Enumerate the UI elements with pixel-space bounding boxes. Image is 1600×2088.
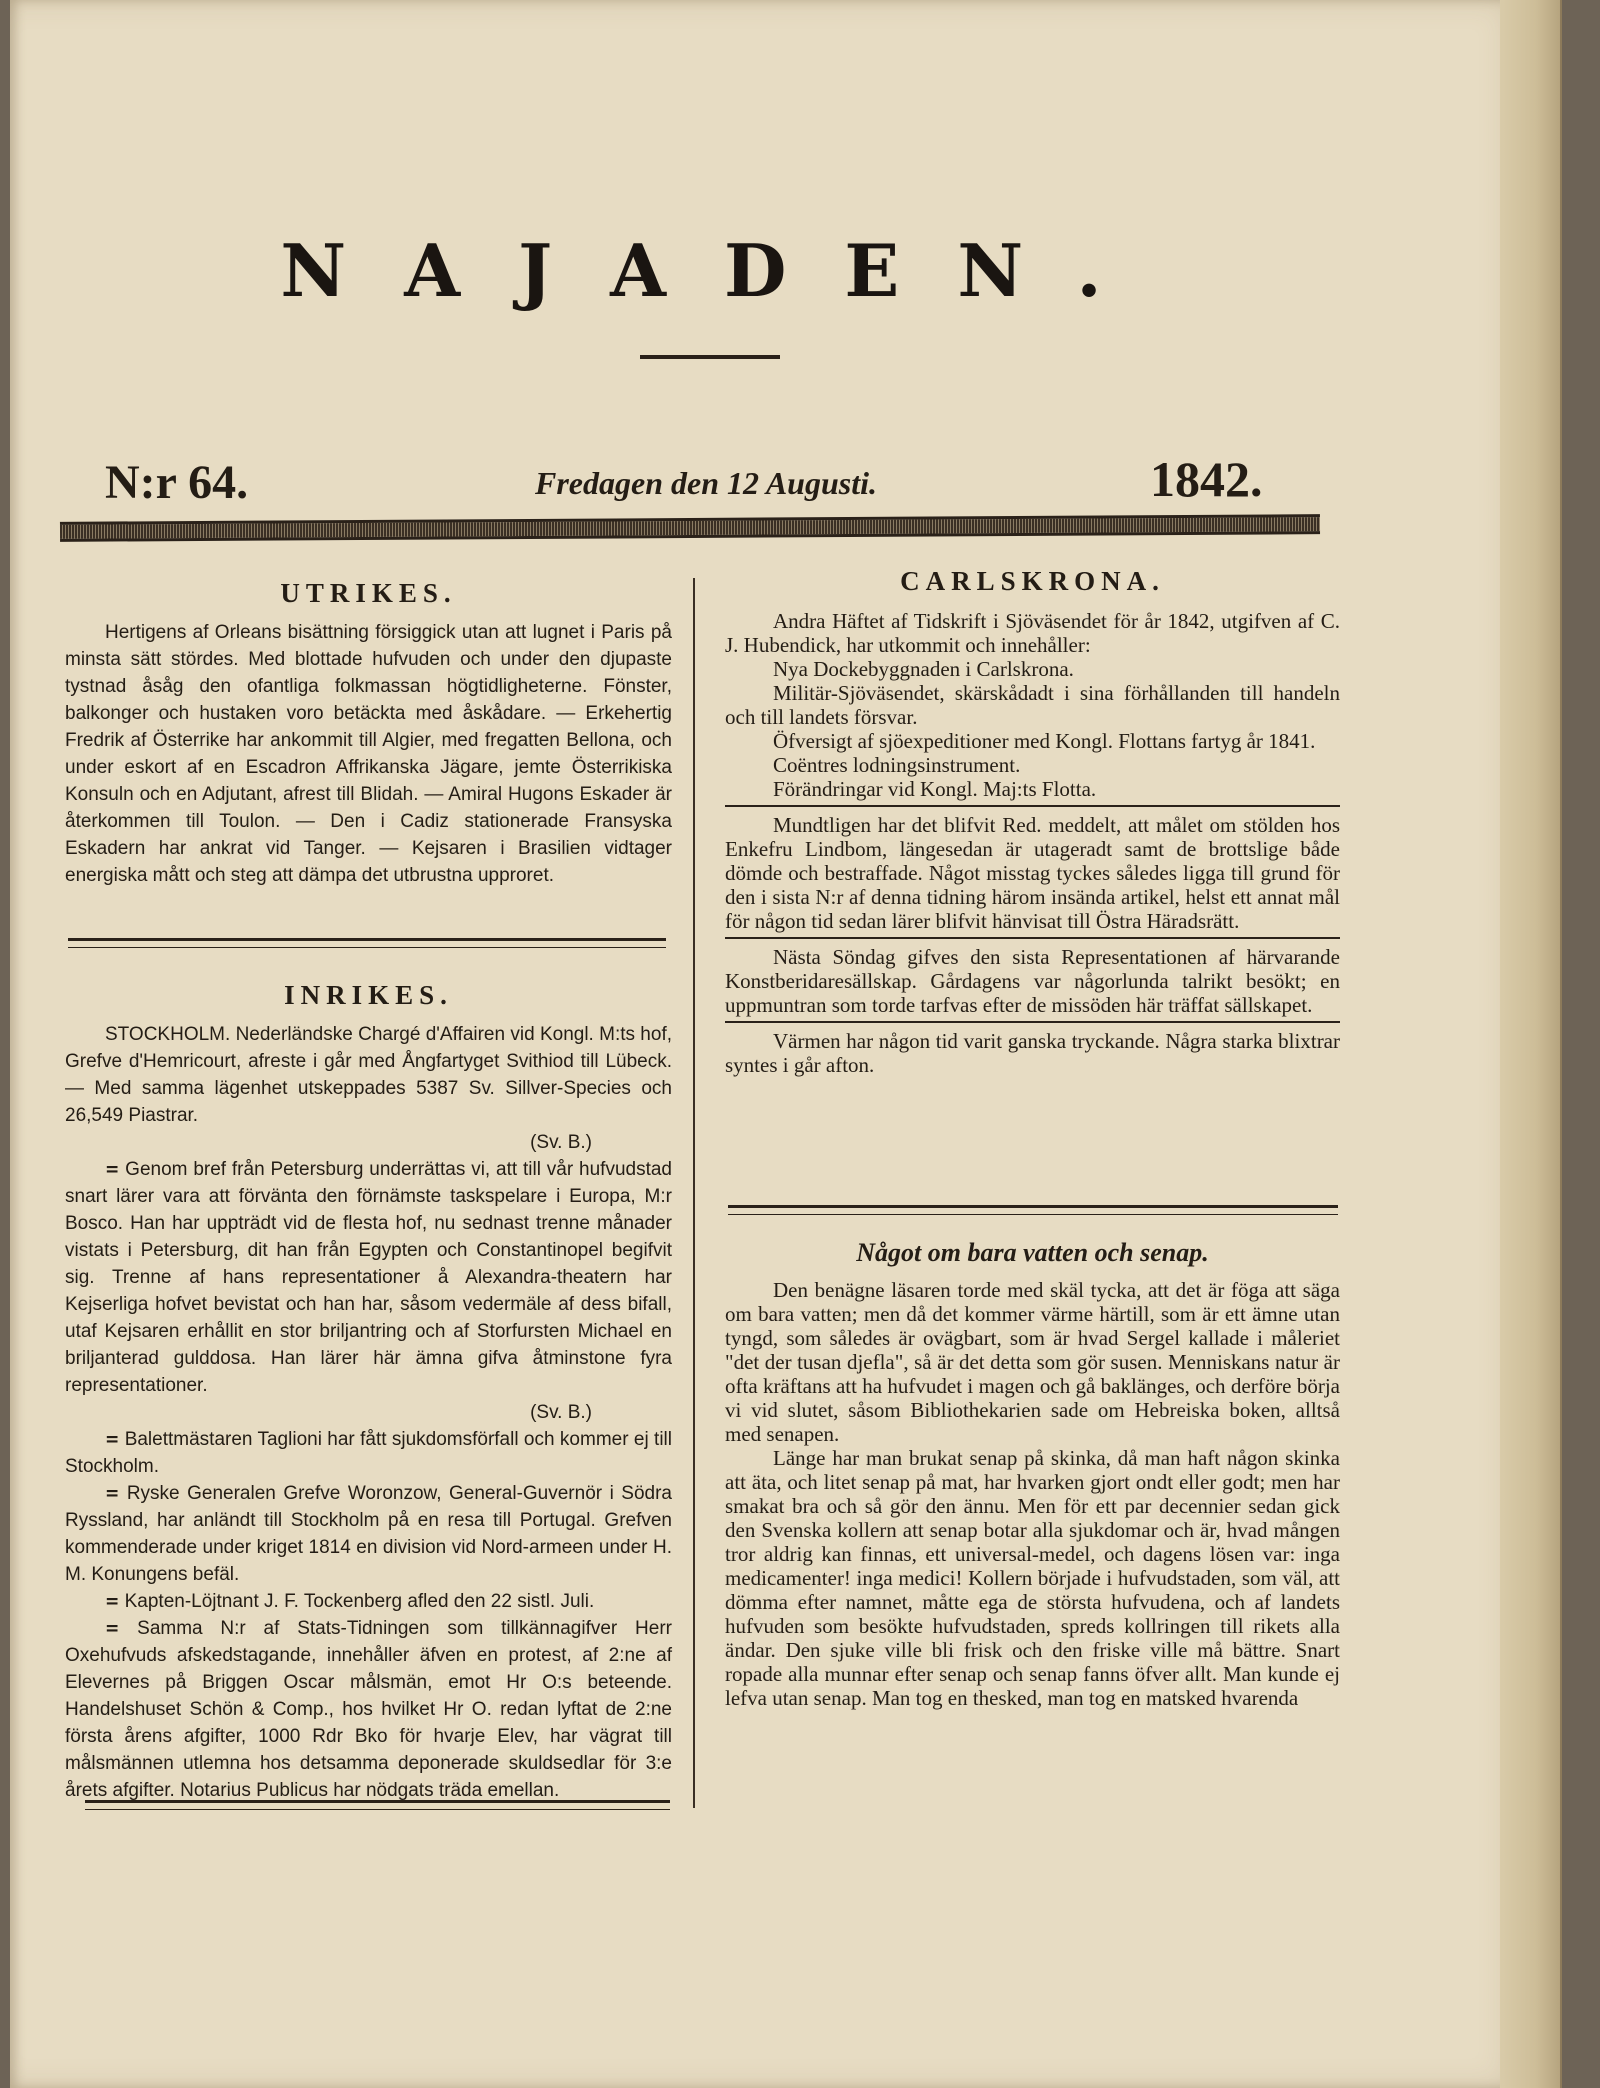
item-rule — [725, 937, 1340, 939]
page-edge — [1500, 0, 1562, 2088]
inrikes-tockenberg — [65, 1588, 672, 1615]
issue-date: Fredagen den 12 Augusti. — [535, 465, 877, 501]
inrikes-woronzow — [65, 1480, 672, 1588]
issue-year: 1842. — [1150, 451, 1263, 507]
carlskrona-sondag: Nästa Söndag gifves den sista Representationen af härvarande Konstberidaresällskap. Gårdagens var någorlunda talrikt besökt; en uppmuntran som torde tarfvas efter de missöden här träffat sällskapet. — [725, 945, 1340, 1017]
item-rule — [725, 805, 1340, 807]
source-note: (Sv. B.) — [530, 1132, 592, 1153]
contents-item: Öfversigt af sjöexpeditioner med Kongl. Flottans fartyg år 1841. — [773, 729, 1316, 753]
carlskrona-intro: Andra Häftet af Tidskrift i Sjöväsendet för år 1842, utgifven af C. J. Hubendick, har utkommit och innehåller: — [725, 609, 1340, 657]
contents-item: Förändringar vid Kongl. Maj:ts Flotta. — [773, 777, 1097, 801]
carlskrona-section — [725, 566, 1340, 1077]
utrikes-text: Hertigens af Orleans bisättning försiggick utan att lugnet i Paris på minsta sätt stördes. Med blottade hufvuden och under den djupaste tystnad åsåg den ofantliga folkmassan högtidligheterne. Fönster, balkonger och hustaken voro betäckta med åskådare. — Erkehertig Fredrik af Österrike har ankommit till Algier, med fregatten Bellona, och under eskort af en Escadron Affrikanska Jägare, jemte Österrikiska Konsuln och en Adjutant, afrest till Blidah. — Amiral Hugons Eskader är återkommen till Toulon. — Den i Cadiz stationerade Fransyska Eskadern har ankrat vid Tanger. — Kejsaren i Brasilien vidtager energiska mått och steg att dämpa det utbrustna upproret. — [65, 622, 672, 886]
section-rule — [728, 1205, 1338, 1215]
contents-item: Nya Dockebyggnaden i Carlskrona. — [773, 657, 1074, 681]
utrikes-heading: UTRIKES. — [280, 578, 457, 608]
item-mark: = — [105, 1617, 120, 1639]
inrikes-taglioni-text: Balettmästaren Taglioni har fått sjukdomsförfall och kommer ej till Stockholm. — [65, 1429, 672, 1477]
senap-paragraph: Den benägne läsaren torde med skäl tycka, att det är föga att säga om bara vatten; men då det kommer värme härtill, som är ett ämne utan tyngd, som således är ovägbart, som är hvad Sergel kallade i måleriet "det der tusan djefla", så är det detta som gör susen. Menniskans natur är ofta kräftans att ha hufvudet i magen och gå baklänges, och derföre börja vi vid slutet, såsom Bibliothekarien sade om Hebreiska boken, alltså med senapen. — [725, 1278, 1340, 1446]
senap-section — [725, 1238, 1340, 1710]
inrikes-oxehufvud — [65, 1615, 672, 1804]
masthead-title: NAJADEN. — [280, 228, 1160, 313]
carlskrona-lindbom: Mundtligen har det blifvit Red. meddelt, att målet om stölden hos Enkefru Lindbom, längesedan är utageradt samt de brottslige både dömde och bestraffade. Något misstag tyckes således ligga till grund för den i sista N:r af denna tidning härom insända artikel, helst ett annat mål för någon tid sedan lärer blifvit hänvisat till Östra Häradsrätt. — [725, 813, 1340, 933]
source-note: (Sv. B.) — [530, 1402, 592, 1423]
contents-item: Coëntres lodningsinstrument. — [773, 753, 1021, 777]
inrikes-woronzow-text: Ryske Generalen Grefve Woronzow, General-Guvernör i Södra Ryssland, har anländt till Stockholm på en resa till Portugal. Grefven kommenderade under kriget 1814 en division vid Nord-armeen under H. M. Konungens befäl. — [65, 1483, 673, 1585]
inrikes-tockenberg-text: Kapten-Löjtnant J. F. Tockenberg afled den 22 sistl. Juli. — [124, 1591, 595, 1612]
inrikes-heading: INRIKES. — [284, 980, 453, 1010]
item-mark: = — [105, 1482, 120, 1504]
inrikes-bosco — [65, 1156, 672, 1399]
inrikes-bosco-text: Genom bref från Petersburg underrättas vi, att till vår hufvudstad snart lärer vara att förvänta den förnämste taskspelare i Europa, M:r Bosco. Han har uppträdt vid de flesta hof, nu sednast trenne månader vistats i Petersburg, dit han från Egypten och Constantinopel begifvit sig. Trenne af hans representationer å Alexandra-theatern har Kejserliga hofvet bevistat och han har, såsom vedermäle af dess bifall, utaf Kejsaren erhållit en stor briljantring och af Storfursten Michael en briljanterad gulddosa. Han lärer här ämna gifva åtminstone fyra representationer. — [65, 1159, 672, 1396]
section-rule — [85, 1800, 670, 1810]
senap-heading: Något om bara vatten och senap. — [856, 1238, 1209, 1267]
column-divider — [693, 578, 695, 1808]
carlskrona-heading: CARLSKRONA. — [900, 566, 1165, 596]
issue-number: N:r 64. — [105, 456, 249, 509]
section-rule — [68, 938, 666, 948]
senap-paragraph: Länge har man brukat senap på skinka, då man haft någon skinka att äta, och litet senap på mat, har hvarken gjort ondt eller godt; men har smakat bra och så gör den ännu. Men för ett par decennier sedan gick den Svenska kollern att senap botar alla sjukdomar och är, hvad mången tror aldrig kan finnas, ett universal-medel, och dagens lösen var: inga medicamenter! inga medici! Kollern började i hufvudstaden, som väl, att dömma efter namnet, måtte ega de största hufvudena, och af landets hufvuden som besökte hufvudstaden, spreds kollringen till rikets alla ändar. Den sjuke ville bli frisk och den friske ville må bättre. Snart ropade alla munnar efter senap och senap fanns öfver allt. Man kunde ej lefva utan senap. Man tog en thesked, man tog en matsked hvarenda — [725, 1446, 1340, 1710]
item-mark: = — [105, 1590, 120, 1612]
item-mark: = — [105, 1158, 120, 1180]
item-mark: = — [105, 1428, 120, 1450]
item-rule — [725, 1021, 1340, 1023]
contents-item: Militär-Sjöväsendet, skärskådadt i sina förhållanden till handeln och till landets försvar. — [725, 681, 1340, 729]
carlskrona-varmen: Värmen har någon tid varit ganska tryckande. Några starka blixtrar syntes i går afton. — [725, 1029, 1340, 1077]
inrikes-oxehufvud-text: Samma N:r af Stats-Tidningen som tillkännagifver Herr Oxehufvuds afskedstagande, innehåller äfven en protest, af 2:ne af Elevernes på Briggen Oscar målsmän, emot Hr O:s beteende. Handelshuset Schön & Comp., hos hvilket Hr O. redan lyftat de 2:ne första årens afgifter, 1000 Rdr Bko för hvarje Elev, har vägrat till målsmännen utlemna hos detsamma deponerade skuldsedlar för 3:e årets afgifter. Notarius Publicus har nödgats träda emellan. — [65, 1618, 672, 1801]
inrikes-section — [65, 980, 672, 1804]
inrikes-taglioni — [65, 1426, 672, 1480]
utrikes-section — [65, 578, 672, 889]
masthead-rule — [640, 355, 780, 359]
inrikes-stockholm: STOCKHOLM. Nederländske Chargé d'Affairen vid Kongl. M:ts hof, Grefve d'Hemricourt, afreste i går med Ångfartyget Svithiod till Lübeck. — Med samma lägenhet utskeppades 5387 Sv. Sillver-Species och 26,549 Piastrar. — [65, 1024, 672, 1126]
